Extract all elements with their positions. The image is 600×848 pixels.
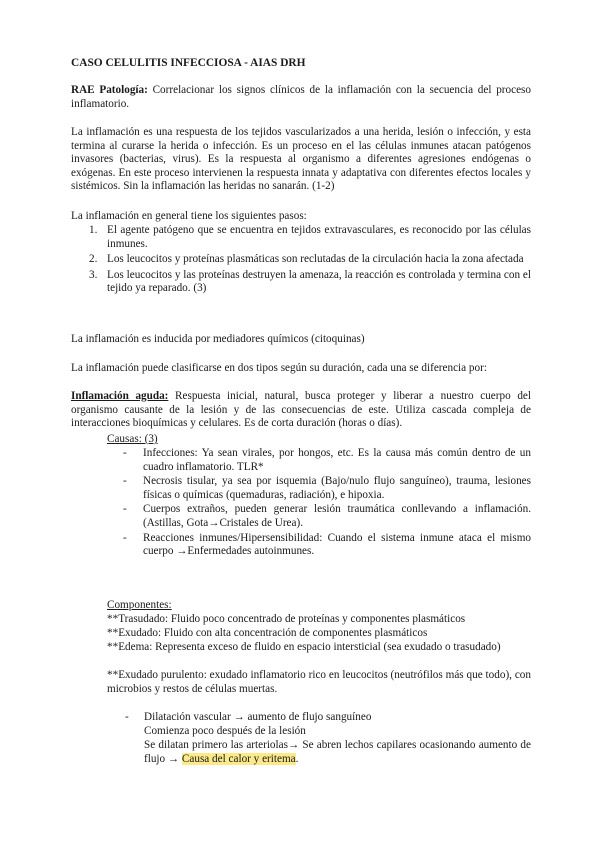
step-number: 3. [89, 268, 98, 281]
highlighted-text: Causa del calor y eritema [181, 752, 296, 765]
step-number: 1. [89, 224, 98, 236]
causa-text: Necrosis tisular, ya sea por isquemia (Bajo/nulo flujo sanguíneo), trauma, lesiones físicas o químicas (quemaduras, radiación), e hipoxia. [143, 475, 531, 501]
dilatacion-line [144, 739, 531, 766]
dilatacion-line: Comienza poco después de la lesión [144, 725, 306, 737]
intro-paragraph: La inflamación es una respuesta de los tejidos vascularizados a una herida, lesión o infección, y esta termina al curarse la herida o infección. Es un proceso en el las células inmunes atacan patógenos invasores (bacterias, virus). Es la respuesta al organismo a diferentes agresiones endógenas o exógenas. En este proceso intervienen la respuesta innata y adaptativa con diferentes efectos locales y sistémicos. Sin la inflamación las heridas no sanarán. (1-2) [71, 126, 531, 193]
list-item [71, 224, 531, 251]
causas-heading: Causas: (3) [107, 433, 158, 445]
clasificacion-paragraph: La inflamación puede clasificarse en dos tipos según su duración, cada una se diferencia por: [71, 362, 487, 374]
componente-item: **Exudado: Fluido con alta concentración de componentes plasmáticos [107, 627, 428, 639]
aguda-text: Respuesta inicial, natural, busca proteger y liberar a nuestro cuerpo del organismo causante de la lesión y de las consecuencias de este. Utiliza cascada compleja de interacciones bioquímicas y celulares. Es de corta duración (horas o días). [71, 390, 531, 430]
step-text: El agente patógeno que se encuentra en tejidos extravasculares, es reconocido por las células inmunes. [107, 224, 531, 250]
dilatacion-text: Se dilatan primero las arteriolas→ Se abren lechos capilares ocasionando aumento de flujo → [144, 739, 531, 765]
list-item [71, 269, 531, 296]
mediadores-paragraph: La inflamación es inducida por mediadores químicos (citoquinas) [71, 333, 365, 345]
aguda-label: Inflamación aguda: [71, 390, 169, 402]
list-item [107, 532, 531, 559]
dash-bullet: - [123, 531, 127, 544]
step-number: 2. [89, 253, 98, 266]
componentes-heading: Componentes: [107, 599, 172, 611]
rae-paragraph [71, 84, 531, 111]
list-item [107, 475, 531, 502]
dash-bullet: - [123, 447, 127, 459]
document-title: CASO CELULITIS INFECCIOSA - AIAS DRH [71, 57, 306, 69]
dilatacion-line: Dilatación vascular → aumento de flujo sanguíneo [144, 711, 372, 723]
step-text: Los leucocitos y proteínas plasmáticas son reclutadas de la circulación hacia la zona afectada [107, 253, 524, 266]
dilatacion-end: . [295, 752, 299, 765]
steps-intro: La inflamación en general tiene los siguientes pasos: [71, 210, 307, 222]
rae-text: Correlacionar los signos clínicos de la inflamación con la secuencia del proceso inflamatorio. [71, 84, 531, 110]
aguda-paragraph [71, 390, 531, 431]
dash-bullet: - [123, 503, 127, 516]
componente-item: **Edema: Representa exceso de fluido en espacio intersticial (sea exudado o trasudado) [107, 641, 501, 653]
causa-text: Cuerpos extraños, pueden generar lesión traumática conllevando a inflamación. (Astillas, Gota→Cristales de Urea). [143, 503, 531, 529]
dash-bullet: - [125, 711, 129, 723]
list-item [71, 253, 531, 267]
componente-item: **Exudado purulento: exudado inflamatorio rico en leucocitos (neutrófilos más que todo), con microbios y restos de células muertas. [107, 669, 531, 695]
componente-item: **Trasudado: Fluido poco concentrado de proteínas y componentes plasmáticos [107, 613, 466, 625]
causa-text: Reacciones inmunes/Hipersensibilidad: Cuando el sistema inmune ataca el mismo cuerpo →Enfermedades autoinmunes. [143, 531, 531, 558]
rae-label: RAE Patología: [71, 84, 148, 96]
step-text: Los leucocitos y las proteínas destruyen la amenaza, la reacción es controlada y termina con el tejido ya reparado. (3) [107, 268, 531, 295]
list-item [107, 503, 531, 530]
causas-list [107, 447, 531, 560]
list-item [107, 447, 531, 474]
dash-bullet: - [123, 475, 127, 488]
causa-text: Infecciones: Ya sean virales, por hongos, etc. Es la causa más común dentro de un cuadro inflamatorio. TLR* [143, 447, 531, 473]
steps-list [71, 224, 531, 298]
